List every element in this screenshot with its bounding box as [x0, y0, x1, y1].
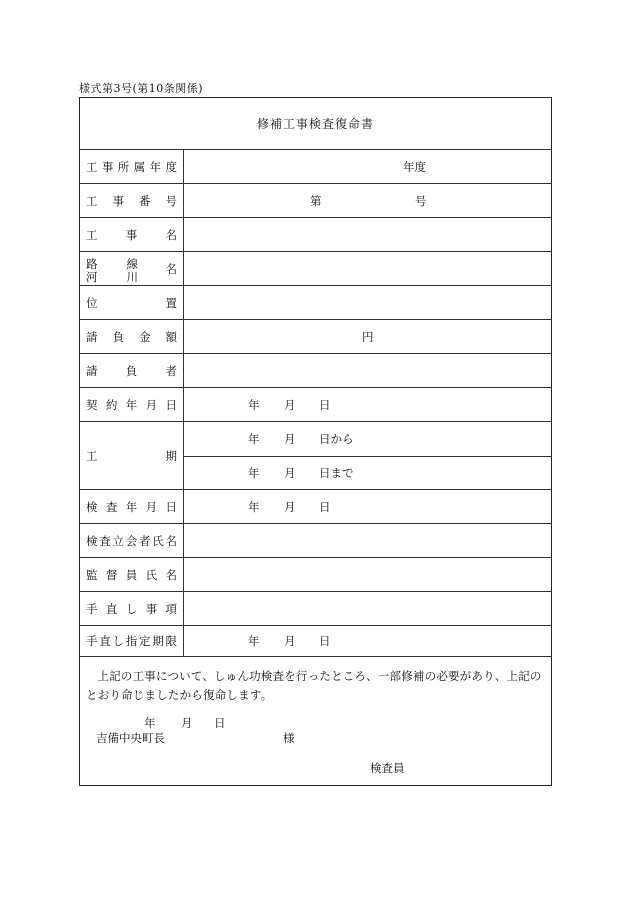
label-char: し [112, 634, 124, 648]
label-char: 日 [165, 397, 177, 412]
label-contract-amount-text [86, 329, 177, 345]
label-char: 立 [112, 533, 124, 548]
addressee: 吉備中央町長 [96, 731, 165, 745]
value-contractor[interactable] [184, 354, 551, 387]
row-work-period [80, 422, 551, 490]
row-inspection-date [80, 490, 551, 524]
label-char: 検 [86, 499, 98, 514]
label-char: 監 [86, 567, 98, 582]
label-fiscal-year-text [86, 159, 177, 175]
work-number-go: 号 [415, 193, 427, 208]
label-witness-text [86, 533, 177, 549]
repair-deadline-year: 年 [248, 634, 260, 648]
label-char: 期 [152, 634, 164, 648]
label-contractor [80, 354, 184, 387]
amount-unit: 円 [362, 329, 374, 344]
label-char: 事 [101, 159, 114, 174]
report-date-year: 年 [144, 716, 156, 730]
label-fiscal-year [80, 150, 184, 183]
contract-date-month: 月 [284, 397, 296, 412]
fiscal-year-unit: 年度 [403, 159, 426, 174]
label-char: 名 [165, 567, 177, 582]
label-char: 負 [125, 363, 138, 378]
row-repair-items [80, 592, 551, 626]
inspection-date-month: 月 [284, 499, 296, 514]
label-work-name-text [86, 227, 177, 243]
value-location[interactable] [184, 286, 551, 319]
row-contract-date [80, 388, 551, 422]
label-supervisor [80, 558, 184, 591]
label-char: 号 [165, 193, 177, 208]
label-char: 月 [145, 499, 158, 514]
label-char: 名 [165, 227, 177, 242]
label-work-name [80, 218, 184, 251]
label-char: 氏 [152, 533, 164, 548]
label-inspection-date-text [86, 499, 177, 515]
label-location-text [86, 295, 177, 311]
form-title: 修補工事検査復命書 [80, 98, 551, 150]
label-char: 会 [125, 533, 138, 548]
report-date-month: 月 [181, 716, 193, 730]
label-work-period [80, 422, 184, 489]
row-route-river [80, 252, 551, 286]
value-work-name[interactable] [184, 218, 551, 251]
label-char: 査 [105, 499, 118, 514]
label-char: 年 [149, 159, 162, 174]
label-char: 査 [99, 533, 111, 548]
value-period-start[interactable] [184, 422, 551, 455]
label-work-period-text [86, 448, 177, 464]
label-char: 者 [139, 533, 151, 548]
row-contract-amount [80, 320, 551, 354]
statement-section [80, 657, 551, 787]
label-char: 請 [86, 329, 98, 344]
label-char: 指 [125, 634, 138, 648]
period-start-day: 日から [319, 431, 354, 446]
label-char: 河 [86, 270, 98, 284]
label-char: 直 [105, 601, 118, 616]
label-char: 負 [112, 329, 124, 344]
label-char: 直 [99, 634, 111, 648]
row-contractor [80, 354, 551, 388]
label-route-river [80, 252, 184, 285]
label-char: 番 [139, 193, 151, 208]
label-char: 検 [86, 533, 98, 548]
label-char: 路 [86, 257, 98, 271]
repair-deadline-month: 月 [284, 634, 296, 648]
label-route-suffix: 名 [165, 261, 177, 276]
label-char: 者 [165, 363, 177, 378]
contract-date-year: 年 [248, 397, 260, 412]
label-char: 工 [86, 448, 98, 463]
label-char: 事 [125, 227, 138, 242]
label-char: 額 [165, 329, 177, 344]
period-end-day: 日まで [319, 465, 354, 480]
label-char: 年 [125, 499, 138, 514]
value-fiscal-year[interactable] [184, 150, 551, 183]
period-start-month: 月 [284, 431, 296, 446]
label-char: 年 [125, 397, 138, 412]
label-contractor-text [86, 363, 177, 379]
label-witness [80, 524, 184, 557]
inspection-date-year: 年 [248, 499, 260, 514]
label-char: 工 [86, 193, 98, 208]
row-witness [80, 524, 551, 558]
period-end-year: 年 [248, 465, 260, 480]
label-contract-amount [80, 320, 184, 353]
label-char: 手 [86, 634, 98, 648]
row-location [80, 286, 551, 320]
label-contract-date [80, 388, 184, 421]
label-char: 事 [112, 193, 124, 208]
label-repair-deadline [80, 626, 184, 656]
label-char: 氏 [145, 567, 158, 582]
label-char: 位 [86, 295, 98, 310]
value-repair-items[interactable] [184, 592, 551, 625]
work-number-dai: 第 [310, 193, 322, 208]
label-river [86, 269, 138, 285]
period-start-year: 年 [248, 431, 260, 446]
label-char: 員 [125, 567, 138, 582]
label-char: 名 [165, 533, 177, 548]
label-char: 金 [139, 329, 151, 344]
row-work-number [80, 184, 551, 218]
row-work-name [80, 218, 551, 252]
label-repair-items-text [86, 601, 177, 617]
label-char: 事 [145, 601, 158, 616]
label-inspection-date [80, 490, 184, 523]
inspection-date-day: 日 [319, 499, 331, 514]
label-repair-items [80, 592, 184, 625]
row-supervisor [80, 558, 551, 592]
label-char: 度 [165, 159, 177, 174]
value-witness[interactable] [184, 524, 551, 557]
contract-date-day: 日 [319, 397, 331, 412]
label-supervisor-text [86, 567, 177, 583]
label-char: 日 [165, 499, 177, 514]
label-location [80, 286, 184, 319]
label-char: 属 [133, 159, 146, 174]
label-work-number-text [86, 193, 177, 209]
honorific: 様 [283, 731, 295, 745]
report-date-day: 日 [214, 716, 226, 730]
value-contract-date[interactable] [184, 388, 551, 421]
label-char: 工 [86, 227, 98, 242]
value-contract-amount[interactable] [184, 320, 551, 353]
label-char: 項 [165, 601, 177, 616]
label-char: 所 [117, 159, 130, 174]
value-inspection-date[interactable] [184, 490, 551, 523]
period-end-month: 月 [284, 465, 296, 480]
row-fiscal-year [80, 150, 551, 184]
value-period-end[interactable] [184, 456, 551, 489]
label-char: 約 [105, 397, 118, 412]
label-char: 手 [86, 601, 98, 616]
label-char: 月 [145, 397, 158, 412]
value-route-river[interactable] [184, 252, 551, 285]
label-char: 期 [165, 448, 177, 463]
value-work-number[interactable] [184, 184, 551, 217]
label-char: 置 [165, 295, 177, 310]
label-char: 請 [86, 363, 98, 378]
value-repair-deadline[interactable] [184, 626, 551, 656]
label-char: 限 [165, 634, 177, 648]
label-char: 契 [86, 397, 98, 412]
label-char: 工 [86, 159, 98, 174]
label-work-number [80, 184, 184, 217]
repair-deadline-day: 日 [319, 634, 331, 648]
label-char: 川 [126, 270, 138, 284]
value-supervisor[interactable] [184, 558, 551, 591]
label-char: し [125, 601, 138, 616]
inspector-label: 検査員 [370, 761, 405, 775]
label-contract-date-text [86, 397, 177, 413]
form-number: 様式第3号(第10条関係) [79, 82, 204, 95]
label-char: 督 [105, 567, 118, 582]
label-repair-deadline-text [86, 633, 177, 649]
label-char: 線 [126, 257, 138, 271]
inspection-report-form [79, 97, 552, 786]
row-repair-deadline [80, 626, 551, 657]
statement-text: 上記の工事について、しゅん功検査を行ったところ、一部修補の必要があり、上記のとおり命じましたから復命します。 [86, 669, 542, 702]
label-char: 定 [139, 634, 151, 648]
